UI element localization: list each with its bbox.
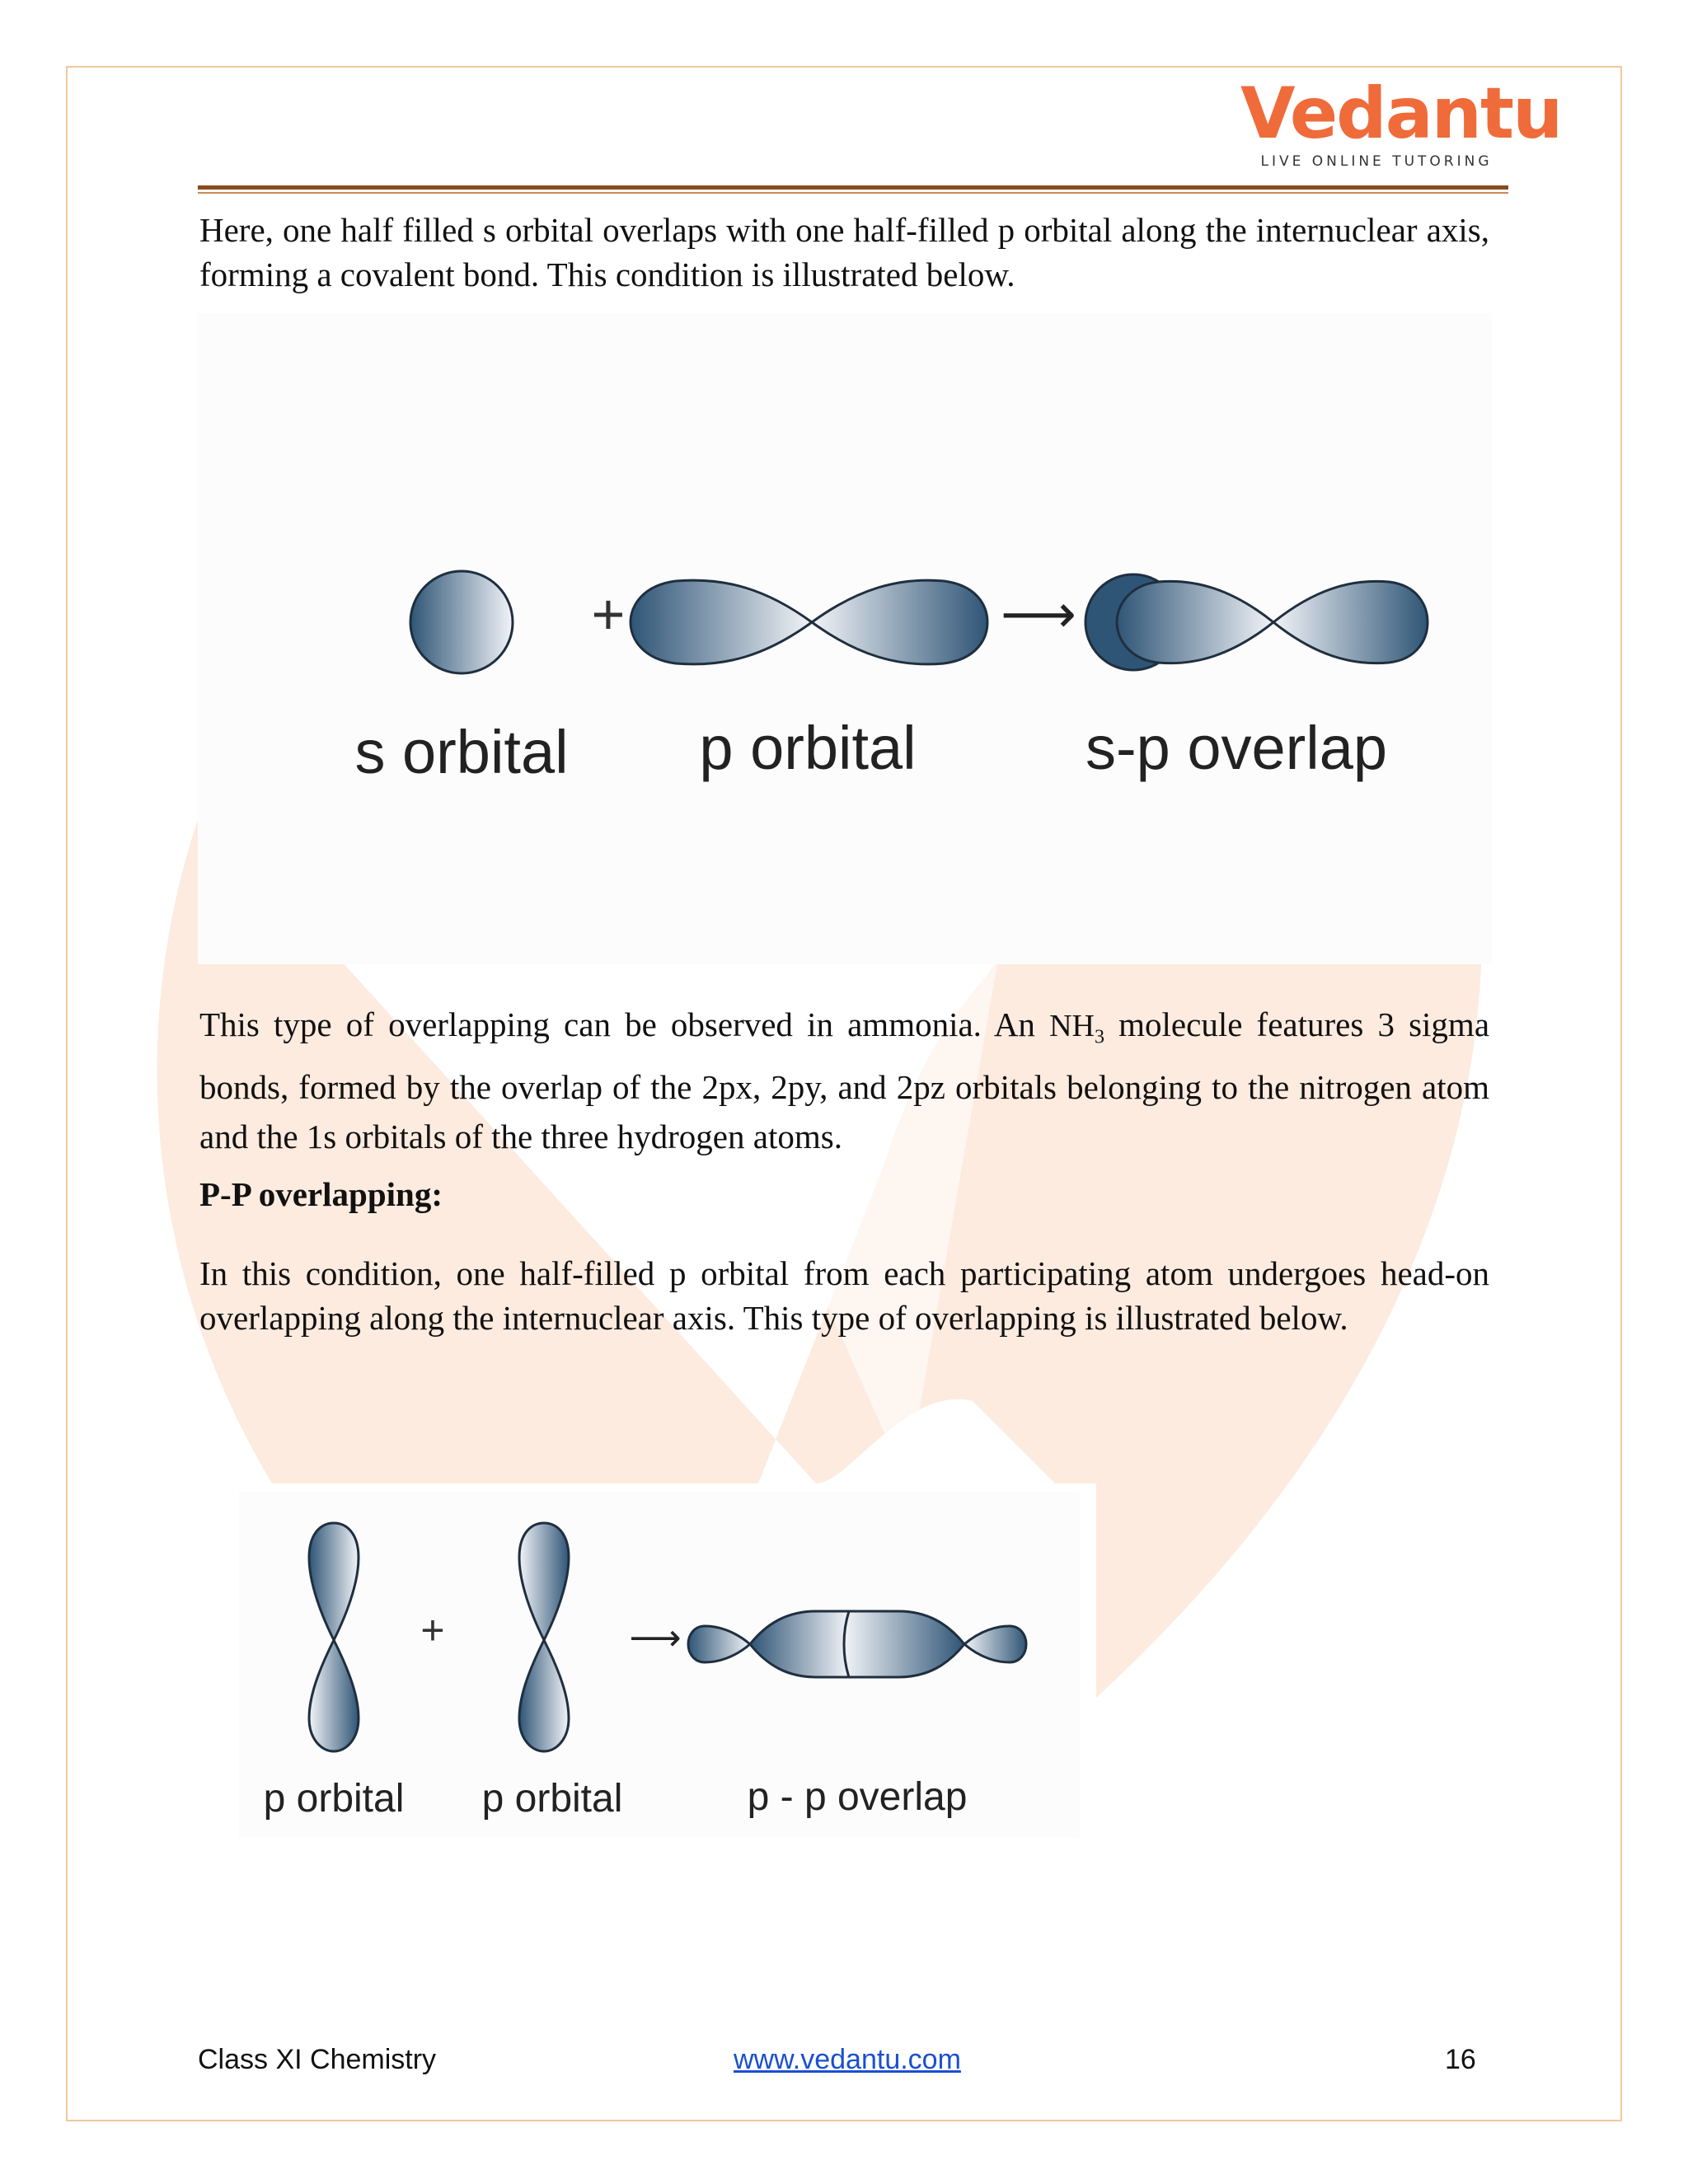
p-orbital-vertical-1 [309,1523,359,1751]
logo-wordmark: Vedantu [1240,73,1562,155]
footer-website-link[interactable]: www.vedantu.com [734,2044,961,2075]
paragraph-ammonia [199,1000,1489,1161]
header-rule-thin [198,192,1508,194]
label-p-orbital: p orbital [699,714,917,782]
p-orbital-vertical-2 [519,1523,569,1751]
arrow-right-2: ⟶ [629,1618,682,1658]
section-heading-pp: P-P overlapping: [199,1175,443,1213]
pp-overlap-shape [688,1611,1026,1677]
plus-sign: + [591,582,626,646]
paragraph-pp-intro: In this condition, one half-filled p orbital from each participating atom undergoes head-on overlapping along the internuclear axis. This type of overlapping is illustrated below. [199,1254,1489,1337]
label-s-orbital: s orbital [354,718,569,786]
vedantu-logo [1240,73,1562,180]
footer-course: Class XI Chemistry [198,2044,437,2075]
label-sp-overlap: s-p overlap [1085,714,1388,782]
page-number: 16 [1445,2044,1476,2075]
paragraph-ammonia-rest: molecule features 3 sigma bonds, formed by the overlap of the 2px, 2py, and 2pz orbitals belonging to the nitrogen atom and the 1s orbitals of the three hydrogen atoms. [199,1005,1490,1155]
label-pp-overlap: p - p overlap [747,1775,968,1819]
figure-sp-overlap [198,313,1492,964]
arrow-right: ⟶ [1001,584,1076,644]
sp-overlap-shape [1085,574,1428,670]
plus-sign-2: + [420,1607,445,1653]
header-rule [198,185,1508,190]
p-orbital-shape [631,580,987,664]
logo-tagline: LIVE ONLINE TUTORING [1260,153,1493,170]
paragraph-ammonia-lead: This type of overlapping can be observed in ammonia. An [199,1005,1035,1043]
paragraph-sp-intro: Here, one half filled s orbital overlaps with one half-filled p orbital along the internuclear axis, forming a covalent bond. This condition is illustrated below. [199,211,1489,293]
label-p-orbital-1: p orbital [263,1777,405,1821]
label-p-orbital-2: p orbital [481,1777,623,1821]
formula-nh3: $NH_3$ [1049,1009,1104,1048]
s-orbital-shape [410,571,513,673]
figure-pp-overlap [239,1492,1080,1838]
